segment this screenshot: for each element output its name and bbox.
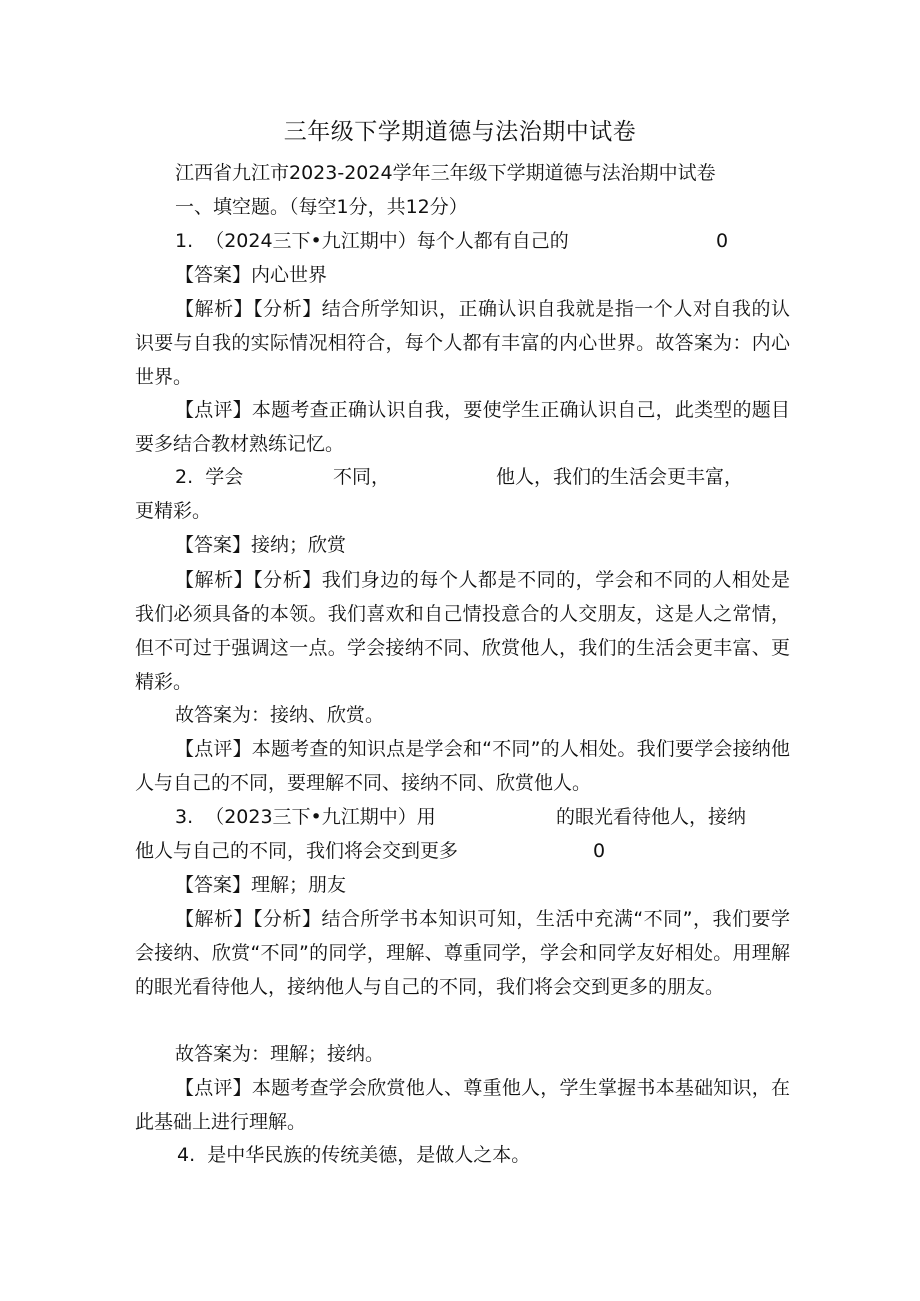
question-2-stem-b: 不同， bbox=[333, 466, 391, 488]
document-subtitle: 江西省九江市2023-2024学年三年级下学期道德与法治期中试卷 bbox=[175, 162, 716, 184]
question-2-comment: 【点评】本题考查的知识点是学会和“不同”的人相处。我们要学会接纳他人与自己的不同，要理解不同、接纳不同、欣赏他人。 bbox=[135, 738, 790, 794]
question-2-stem-a: 2. 学会 bbox=[175, 466, 244, 488]
question-3-stem-a: 3. （2023三下•九江期中）用 bbox=[175, 806, 436, 828]
question-2-analysis: 【解析】【分析】我们身边的每个人都是不同的，学会和不同的人相处是我们必须具备的本领。我们喜欢和自己情投意合的人交朋友，这是人之常情，但不可过于强调这一点。学会接纳不同、欣赏他人，我们的生活会更丰富、更精彩。 bbox=[135, 569, 790, 693]
question-1-answer: 【答案】内心世界 bbox=[175, 264, 328, 286]
question-3-analysis: 【解析】【分析】结合所学书本知识可知，生活中充满“不同”，我们要学会接纳、欣赏“不同”的同学，理解、尊重同学，学会和同学友好相处。用理解的眼光看待他人，接纳他人与自己的不同，我们将会交到更多的朋友。 bbox=[135, 908, 790, 998]
question-1-stem-end: 0 bbox=[716, 230, 729, 252]
question-3-stem-d: 0 bbox=[593, 840, 606, 862]
question-3-stem-b: 的眼光看待他人，接纳 bbox=[556, 806, 747, 828]
question-1-analysis: 【解析】【分析】结合所学知识，正确认识自我就是指一个人对自我的认识要与自我的实际情况相符合，每个人都有丰富的内心世界。故答案为：内心世界。 bbox=[135, 298, 790, 388]
question-3-answer: 【答案】理解；朋友 bbox=[175, 874, 347, 896]
question-3-conclusion: 故答案为：理解；接纳。 bbox=[175, 1043, 385, 1065]
question-2-stem-d: 更精彩。 bbox=[135, 500, 212, 522]
question-1-comment: 【点评】本题考查正确认识自我，要使学生正确认识自己，此类型的题目要多结合教材熟练记忆。 bbox=[135, 399, 790, 455]
question-3-comment: 【点评】本题考查学会欣赏他人、尊重他人，学生掌握书本基础知识，在此基础上进行理解。 bbox=[135, 1077, 790, 1133]
section-heading: 一、填空题。（每空1分，共12分） bbox=[175, 196, 468, 218]
question-4-stem: 4. 是中华民族的传统美德，是做人之本。 bbox=[177, 1144, 531, 1166]
question-3-stem-c: 他人与自己的不同，我们将会交到更多 bbox=[135, 840, 459, 862]
question-2-conclusion: 故答案为：接纳、欣赏。 bbox=[175, 704, 385, 726]
document-title: 三年级下学期道德与法治期中试卷 bbox=[283, 119, 637, 145]
question-2-answer: 【答案】接纳；欣赏 bbox=[175, 534, 347, 556]
question-1-stem: 1. （2024三下•九江期中）每个人都有自己的 bbox=[175, 230, 569, 252]
question-2-stem-c: 他人，我们的生活会更丰富， bbox=[496, 466, 744, 488]
